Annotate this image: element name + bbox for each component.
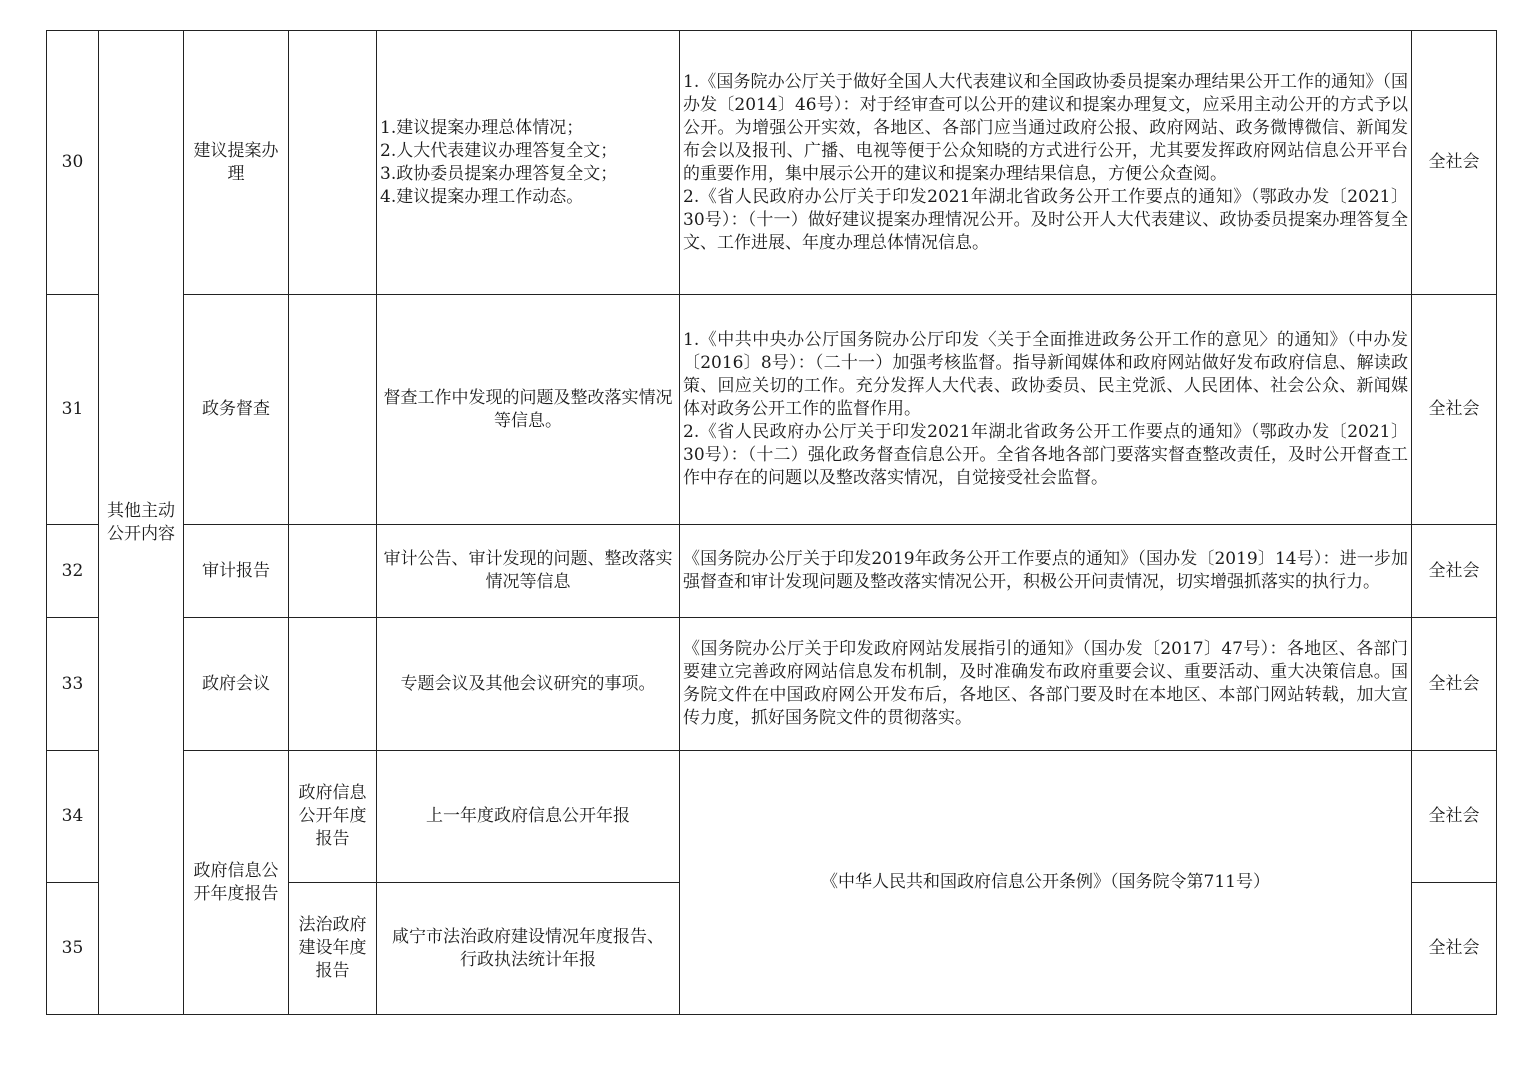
basis-paragraph: 2.《省人民政府办公厅关于印发2021年湖北省政务公开工作要点的通知》（鄂政办发〔2021〕30号）：（十一）做好建议提案办理情况公开。及时公开人大代表建议、政协委员提案办理答复全文、工作进展、年度办理总体情况信息。: [683, 186, 1408, 253]
category-cell: 其他主动公开内容: [99, 31, 184, 1015]
basis-cell: [680, 31, 1412, 295]
row-number: 32: [47, 525, 99, 618]
sub-item-cell: 法治政府建设年度报告: [289, 883, 377, 1015]
content-line: 专题会议及其他会议研究的事项。: [400, 673, 656, 694]
sub-item-cell: [289, 295, 377, 525]
row-number: 33: [47, 618, 99, 751]
scope-cell: 全社会: [1412, 883, 1497, 1015]
table-row: [47, 525, 1497, 618]
item-cell: 政府会议: [184, 618, 289, 751]
basis-cell: [680, 525, 1412, 618]
table-row: [47, 31, 1497, 295]
item-cell: 审计报告: [184, 525, 289, 618]
disclosure-table: [46, 30, 1497, 1015]
basis-paragraph: 《中华人民共和国政府信息公开条例》（国务院令第711号）: [821, 872, 1270, 892]
basis-paragraph: 《国务院办公厅关于印发2019年政务公开工作要点的通知》（国办发〔2019〕14号）：进一步加强督查和审计发现问题及整改落实情况公开，积极公开问责情况，切实增强抓落实的执行力。: [683, 549, 1408, 592]
row-number: 31: [47, 295, 99, 525]
content-line: 4.建议提案办理工作动态。: [380, 186, 584, 207]
row-number: 30: [47, 31, 99, 295]
basis-paragraph: 2.《省人民政府办公厅关于印发2021年湖北省政务公开工作要点的通知》（鄂政办发〔2021〕30号）：（十二）强化政务督查信息公开。全省各地各部门要落实督查整改责任，及时公开督查工作中存在的问题以及整改落实情况，自觉接受社会监督。: [683, 422, 1408, 488]
scope-cell: 全社会: [1412, 31, 1497, 295]
basis-paragraph: 《国务院办公厅关于印发政府网站发展指引的通知》（国办发〔2017〕47号）：各地区、各部门要建立完善政府网站信息发布机制，及时准确发布政府重要会议、重要活动、重大决策信息。国务院文件在中国政府网公开发布后，各地区、各部门要及时在本地区、本部门网站转载，加大宣传力度，抓好国务院文件的贯彻落实。: [683, 639, 1408, 728]
sub-item-cell: [289, 31, 377, 295]
item-cell: 政务督查: [184, 295, 289, 525]
table-row: [47, 751, 1497, 883]
sub-item-cell: 政府信息公开年度报告: [289, 751, 377, 883]
content-cell: [377, 31, 680, 295]
basis-cell: [680, 751, 1412, 1015]
scope-cell: 全社会: [1412, 751, 1497, 883]
row-number: 34: [47, 751, 99, 883]
table-row: [47, 295, 1497, 525]
content-cell: [377, 295, 680, 525]
row-number: 35: [47, 883, 99, 1015]
table-row: [47, 618, 1497, 751]
content-line: 咸宁市法治政府建设情况年度报告、: [392, 926, 664, 947]
sub-item-cell: [289, 525, 377, 618]
content-line: 审计公告、审计发现的问题、整改落实情况等信息: [383, 549, 673, 592]
content-line: 上一年度政府信息公开年报: [426, 806, 630, 826]
item-cell: 建议提案办理: [184, 31, 289, 295]
content-cell: [377, 751, 680, 883]
scope-cell: 全社会: [1412, 618, 1497, 751]
item-cell: 政府信息公开年度报告: [184, 751, 289, 1015]
content-line: 3.政协委员提案办理答复全文；: [380, 163, 618, 184]
content-line: 1.建议提案办理总体情况；: [380, 117, 584, 138]
scope-cell: 全社会: [1412, 525, 1497, 618]
content-line: 行政执法统计年报: [460, 949, 596, 970]
content-cell: [377, 883, 680, 1015]
basis-cell: [680, 618, 1412, 751]
basis-cell: [680, 295, 1412, 525]
content-cell: [377, 618, 680, 751]
content-cell: [377, 525, 680, 618]
content-line: 2.人大代表建议办理答复全文；: [380, 140, 618, 161]
basis-paragraph: 1.《国务院办公厅关于做好全国人大代表建议和全国政协委员提案办理结果公开工作的通知》（国办发〔2014〕46号）：对于经审查可以公开的建议和提案办理复文，应采用主动公开的方式予以公开。为增强公开实效，各地区、各部门应当通过政府公报、政府网站、政务微博微信、新闻发布会以及报刊、广播、电视等便于公众知晓的方式进行公开，尤其要发挥政府网站信息公开平台的重要作用，集中展示公开的建议和提案办理结果信息，方便公众查阅。: [683, 71, 1408, 184]
content-line: 督查工作中发现的问题及整改落实情况等信息。: [383, 387, 673, 431]
scope-cell: 全社会: [1412, 295, 1497, 525]
sub-item-cell: [289, 618, 377, 751]
basis-paragraph: 1.《中共中央办公厅国务院办公厅印发〈关于全面推进政务公开工作的意见〉的通知》（中办发〔2016〕8号）：（二十一）加强考核监督。指导新闻媒体和政府网站做好发布政府信息、解读政策、回应关切的工作。充分发挥人大代表、政协委员、民主党派、人民团体、社会公众、新闻媒体对政务公开工作的监督作用。: [683, 330, 1408, 419]
